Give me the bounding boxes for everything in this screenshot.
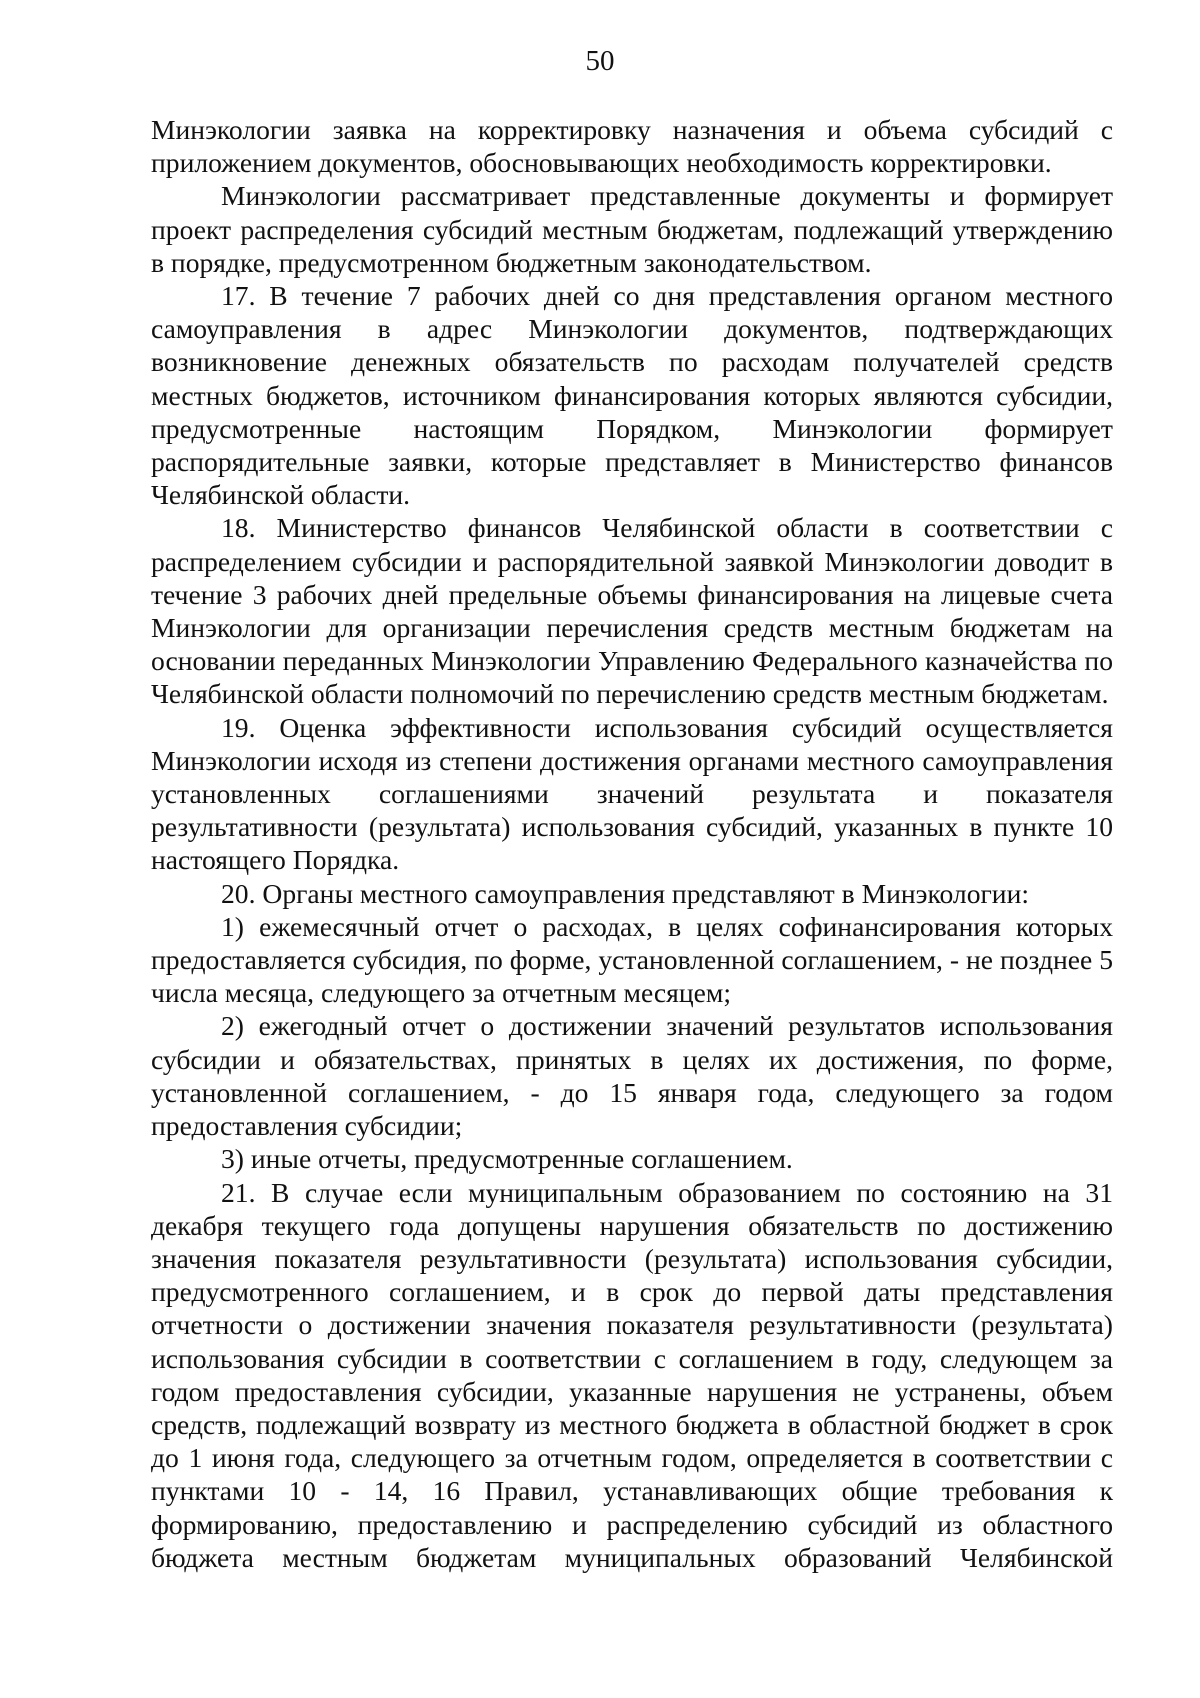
paragraph-item-20-3: 3) иные отчеты, предусмотренные соглашением. [221, 1143, 793, 1175]
paragraph-item-20-2: 2) ежегодный отчет о достижении значений результатов использования субсидии и обязательствах, принятых в целях их достижения, по форме, установленной соглашением, - до 15 января года, следующего за годом предоставления субсидии; [151, 1010, 1113, 1142]
document-body [151, 113, 1113, 1574]
paragraph-item-20-1: 1) ежемесячный отчет о расходах, в целях софинансирования которых предоставляется субсидия, по форме, установленной соглашением, - не позднее 5 числа месяца, следующего за отчетным месяцем; [151, 910, 1113, 1009]
paragraph-item-19: 19. Оценка эффективности использования субсидий осуществляется Минэкологии исходя из степени достижения органами местного самоуправления установленных соглашениями значений результата и показателя результативности (результата) использования субсидий, указанных в пункте 10 настоящего Порядка. [151, 711, 1113, 876]
paragraph-item-18: 18. Министерство финансов Челябинской области в соответствии с распределением субсидии и распорядительной заявкой Минэкологии доводит в течение 3 рабочих дней предельные объемы финансирования на лицевые счета Минэкологии для организации перечисления средств местным бюджетам на основании переданных Минэкологии Управлению Федерального казначейства по Челябинской области полномочий по перечислению средств местным бюджетам. [151, 512, 1113, 710]
paragraph-item-20: 20. Органы местного самоуправления представляют в Минэкологии: [221, 877, 1030, 909]
paragraph-item-21: 21. В случае если муниципальным образованием по состоянию на 31 декабря текущего года допущены нарушения обязательств по достижению значения показателя результативности (результата) использования субсидии, предусмотренного соглашением, и в срок до первой даты представления отчетности о достижении значения показателя результативности (результата) использования субсидии в соответствии с соглашением в году, следующем за годом предоставления субсидии, указанные нарушения не устранены, объем средств, подлежащий возврату из местного бюджета в областной бюджет в срок до 1 июня года, следующего за отчетным годом, определяется в соответствии с пунктами 10 - 14, 16 Правил, устанавливающих общие требования к формированию, предоставлению и распределению субсидий из областного бюджета местным бюджетам муниципальных образований Челябинской [151, 1176, 1113, 1573]
paragraph-item-17: 17. В течение 7 рабочих дней со дня представления органом местного самоуправления в адрес Минэкологии документов, подтверждающих возникновение денежных обязательств по расходам получателей средств местных бюджетов, источником финансирования которых являются субсидии, предусмотренные настоящим Порядком, Минэкологии формирует распорядительные заявки, которые представляет в Министерство финансов Челябинской области. [151, 280, 1113, 511]
page-number: 50 [585, 45, 615, 77]
paragraph-review: Минэкологии рассматривает представленные документы и формирует проект распределения субсидий местным бюджетам, подлежащий утверждению в порядке, предусмотренном бюджетным законодательством. [151, 180, 1113, 278]
paragraph-continuation: Минэкологии заявка на корректировку назначения и объема субсидий с приложением документов, обосновывающих необходимость корректировки. [151, 114, 1113, 179]
